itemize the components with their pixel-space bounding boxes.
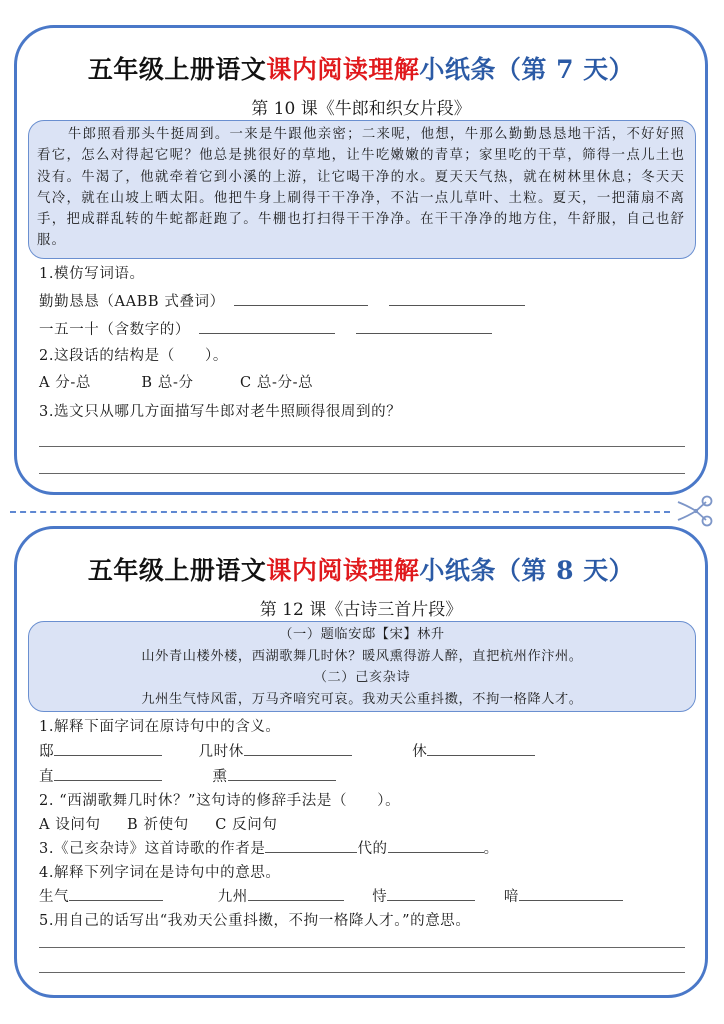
poem-2-text: 九州生气恃风雷，万马齐喑究可哀。我劝天公重抖擞，不拘一格降人才。 (141, 691, 583, 707)
answer-blank[interactable] (234, 292, 368, 306)
question-4: 4.解释下列字词在是诗句中的意思。 (39, 865, 281, 881)
answer-blank[interactable] (427, 742, 535, 756)
question-3 (39, 837, 499, 858)
answer-blank[interactable] (54, 742, 162, 756)
option-c[interactable]: C 反问句 (215, 817, 278, 833)
answer-line[interactable] (39, 972, 685, 973)
answer-blank[interactable] (199, 320, 335, 334)
question-2-options (39, 371, 313, 392)
worksheet-card-day-8 (14, 526, 708, 998)
title-grade: 五年级上册语文 (87, 556, 267, 585)
worksheet-card-day-7 (14, 25, 708, 495)
question-1b-row (39, 318, 492, 339)
question-2: 2.这段话的结构是（ ）。 (39, 348, 228, 364)
answer-blank[interactable] (265, 839, 357, 853)
word-label: 喑 (503, 889, 519, 905)
title-topic: 课内阅读理解 (266, 55, 420, 84)
question-3-suffix: 。 (483, 841, 499, 857)
card-title (17, 50, 705, 86)
word-label: 熏 (212, 769, 228, 785)
title-grade: 五年级上册语文 (87, 55, 267, 84)
question-1a-row (39, 290, 525, 311)
word-label: 直 (39, 769, 55, 785)
question-2: 2. “西湖歌舞几时休？”这句诗的修辞手法是（ ）。 (39, 793, 401, 809)
question-1b-label: 一五一十（含数字的） (39, 322, 190, 338)
word-label: 生气 (39, 889, 70, 905)
question-1a-label: 勤勤恳恳（AABB 式叠词） (39, 294, 225, 310)
question-1: 1.解释下面字词在原诗句中的含义。 (39, 719, 281, 735)
question-5: 5.用自己的话写出“我劝天公重抖擞，不拘一格降人才。”的意思。 (39, 913, 471, 929)
word-label: 恃 (372, 889, 388, 905)
answer-blank[interactable] (54, 767, 162, 781)
poem-1-text: 山外青山楼外楼，西湖歌舞几时休？暖风熏得游人醉，直把杭州作汴州。 (141, 648, 583, 664)
question-1-row-1 (39, 740, 535, 761)
title-topic: 课内阅读理解 (266, 556, 420, 585)
lesson-subtitle: 第 12 课《古诗三首片段》 (259, 600, 463, 620)
answer-line[interactable] (39, 947, 685, 948)
word-label: 邸 (39, 744, 55, 760)
reading-passage (28, 120, 696, 259)
answer-blank[interactable] (244, 742, 352, 756)
question-3: 3.选文只从哪几方面描写牛郎对老牛照顾得很周到的？ (39, 404, 402, 420)
answer-blank[interactable] (388, 839, 484, 853)
answer-blank[interactable] (519, 887, 623, 901)
option-c[interactable]: C 总-分-总 (240, 375, 314, 391)
answer-blank[interactable] (356, 320, 492, 334)
option-a[interactable]: A 分-总 (39, 375, 91, 391)
answer-line[interactable] (39, 473, 685, 474)
scissors-icon (676, 494, 714, 528)
passage-text: 牛郎照看那头牛挺周到。一来是牛跟他亲密；二来呢，他想，牛那么勤勤恳恳地干活，不好好照看它，怎么对得起它呢？他总是挑很好的草地，让牛吃嫩嫩的青草；家里吃的干草，筛得一点儿土也没有。牛渴了，他就牵着它到小溪的上游，让它喝干净的水。夏天天气热，就在树林里休息；冬天天气冷，就在山坡上晒太阳。他把牛身上刷得干干净净，不沾一点儿草叶、土粒。夏天，一把蒲扇不离手，把成群乱转的牛蛇都赶跑了。牛棚也打扫得干干净净。在干干净净的地方住，牛舒服，自己也舒服。 (37, 127, 685, 249)
question-2-options (39, 813, 277, 834)
word-label: 几时休 (198, 744, 244, 760)
answer-line[interactable] (39, 446, 685, 447)
answer-blank[interactable] (389, 292, 525, 306)
option-a[interactable]: A 设问句 (39, 817, 101, 833)
question-3-mid: 代的 (357, 841, 388, 857)
question-1: 1.模仿写词语。 (39, 266, 145, 282)
lesson-subtitle: 第 10 课《牛郎和织女片段》 (251, 99, 471, 119)
card-title (17, 551, 705, 587)
option-b[interactable]: B 总-分 (141, 375, 194, 391)
answer-blank[interactable] (228, 767, 336, 781)
option-b[interactable]: B 祈使句 (127, 817, 189, 833)
word-label: 休 (412, 744, 428, 760)
poem-1-heading: （一）题临安邸【宋】林升 (279, 627, 445, 642)
word-label: 九州 (217, 889, 248, 905)
question-3-prefix: 3.《己亥杂诗》这首诗歌的作者是 (39, 841, 266, 857)
title-day: 小纸条（第 7 天） (419, 55, 635, 84)
answer-blank[interactable] (69, 887, 163, 901)
poem-box (28, 621, 696, 712)
title-day: 小纸条（第 8 天） (419, 556, 635, 585)
answer-blank[interactable] (387, 887, 475, 901)
cut-dashed-line (10, 511, 670, 513)
question-1-row-2 (39, 765, 336, 786)
poem-2-heading: （二）己亥杂诗 (313, 670, 411, 685)
question-4-row (39, 885, 623, 906)
answer-blank[interactable] (248, 887, 344, 901)
